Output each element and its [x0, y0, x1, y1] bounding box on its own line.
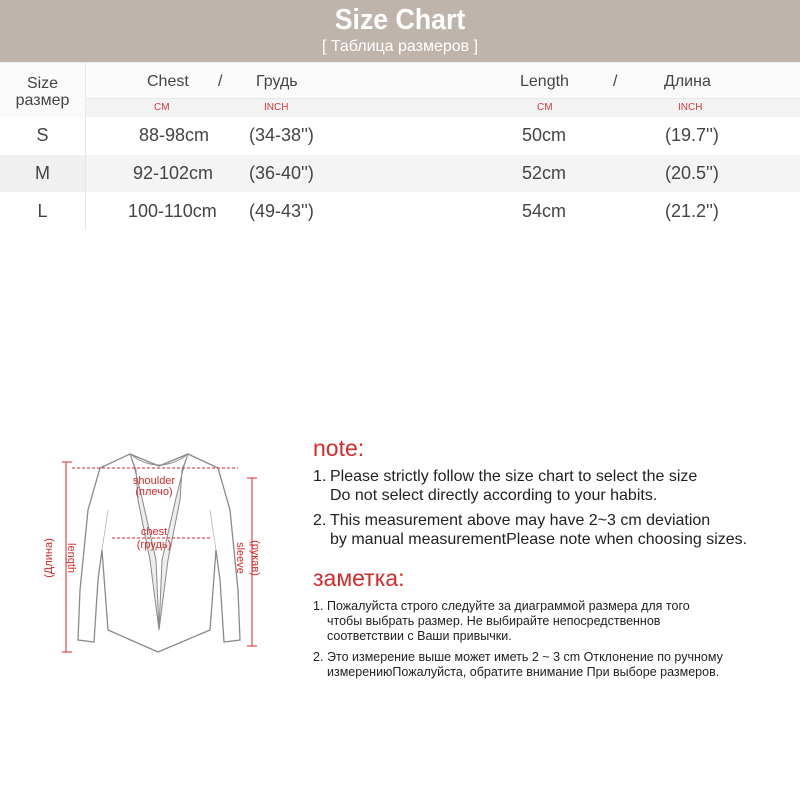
note-heading-ru: заметка:: [313, 565, 405, 591]
size-cell: L: [37, 201, 48, 221]
measure-header: [85, 62, 800, 98]
size-cell: S: [36, 125, 49, 145]
length-header-ru: Длина: [664, 73, 711, 90]
row-values: [85, 155, 800, 192]
length-cm-cell: 54cm: [522, 201, 567, 221]
chest-cm-cell: 88-98cm: [139, 125, 210, 145]
chest-cm-cell: 92-102cm: [133, 163, 214, 183]
note-item-en: [313, 511, 747, 549]
chest-header: Chest: [147, 73, 189, 90]
shoulder-label: shoulder: [132, 475, 176, 487]
shoulder-label-ru: (плечо): [135, 486, 173, 498]
chest-inch-cell: (34-38''): [249, 125, 314, 145]
note-text: Пожалуйста строго следуйте за диаграммой размера для того: [327, 599, 690, 613]
size-header-ru: размер: [15, 92, 70, 109]
length-inch-cell: (19.7''): [665, 125, 719, 145]
table-row: [0, 193, 800, 230]
note-heading-en: note:: [313, 435, 365, 461]
chest-unit-cm: CM: [154, 102, 170, 113]
note-text: This measurement above may have 2~3 cm deviation: [330, 512, 711, 529]
length-header: Length: [520, 73, 569, 90]
title-banner: [0, 0, 800, 62]
note-item-ru: [313, 650, 723, 680]
note-text: Do not select directly according to your habits.: [330, 487, 658, 504]
note-item-en: [313, 467, 697, 505]
length-label-ru: (Длина): [43, 538, 55, 578]
table-row: [0, 155, 800, 192]
table-row: [0, 117, 800, 154]
blazer-illustration: [38, 440, 278, 670]
row-values: [85, 117, 800, 154]
note-text: чтобы выбрать размер. Не выбирайте непосредственнов: [327, 614, 661, 628]
row-values: [85, 193, 800, 230]
note-item-ru: [313, 599, 690, 644]
chest-unit-inch: INCH: [264, 102, 289, 113]
size-column-header: [0, 62, 85, 117]
chest-header-separator: /: [218, 73, 223, 90]
chest-label-ru: (грудь): [136, 539, 172, 551]
note-number: 2.: [313, 650, 324, 664]
length-header-separator: /: [613, 73, 618, 90]
chest-cm-cell: 100-110cm: [128, 201, 217, 221]
length-label: length: [65, 543, 77, 573]
note-text: соответствии с Ваши привычки.: [327, 629, 512, 643]
blazer-diagram: [38, 440, 278, 670]
size-cell: M: [0, 155, 85, 192]
chest-inch-cell: (49-43''): [249, 201, 314, 221]
sleeve-label: sleeve: [234, 542, 246, 574]
page-title: Size Chart: [334, 4, 466, 36]
note-number: 1.: [313, 468, 327, 485]
length-cm-cell: 52cm: [522, 163, 567, 183]
chest-label: chest: [140, 526, 168, 538]
note-number: 2.: [313, 512, 327, 529]
length-unit-cm: CM: [537, 102, 553, 113]
sleeve-label-ru: (рукав): [249, 540, 261, 576]
note-text: by manual measurementPlease note when choosing sizes.: [330, 531, 748, 548]
chest-header-ru: Грудь: [256, 73, 298, 90]
length-cm-cell: 50cm: [522, 125, 567, 145]
chest-inch-cell: (36-40''): [249, 163, 314, 183]
note-text: Please strictly follow the size chart to select the size: [330, 468, 698, 485]
note-text: Это измерение выше может иметь 2 ~ 3 cm Отклонение по ручному: [327, 650, 723, 664]
unit-header: [85, 98, 800, 117]
length-unit-inch: INCH: [678, 102, 703, 113]
page-subtitle: [ Таблица размеров ]: [321, 38, 479, 55]
note-number: 1.: [313, 599, 324, 613]
note-text: измерениюПожалуйста, обратите внимание При выборе размеров.: [327, 665, 720, 679]
size-header-en: Size: [26, 75, 59, 92]
length-inch-cell: (21.2''): [665, 201, 719, 221]
length-inch-cell: (20.5''): [665, 163, 719, 183]
